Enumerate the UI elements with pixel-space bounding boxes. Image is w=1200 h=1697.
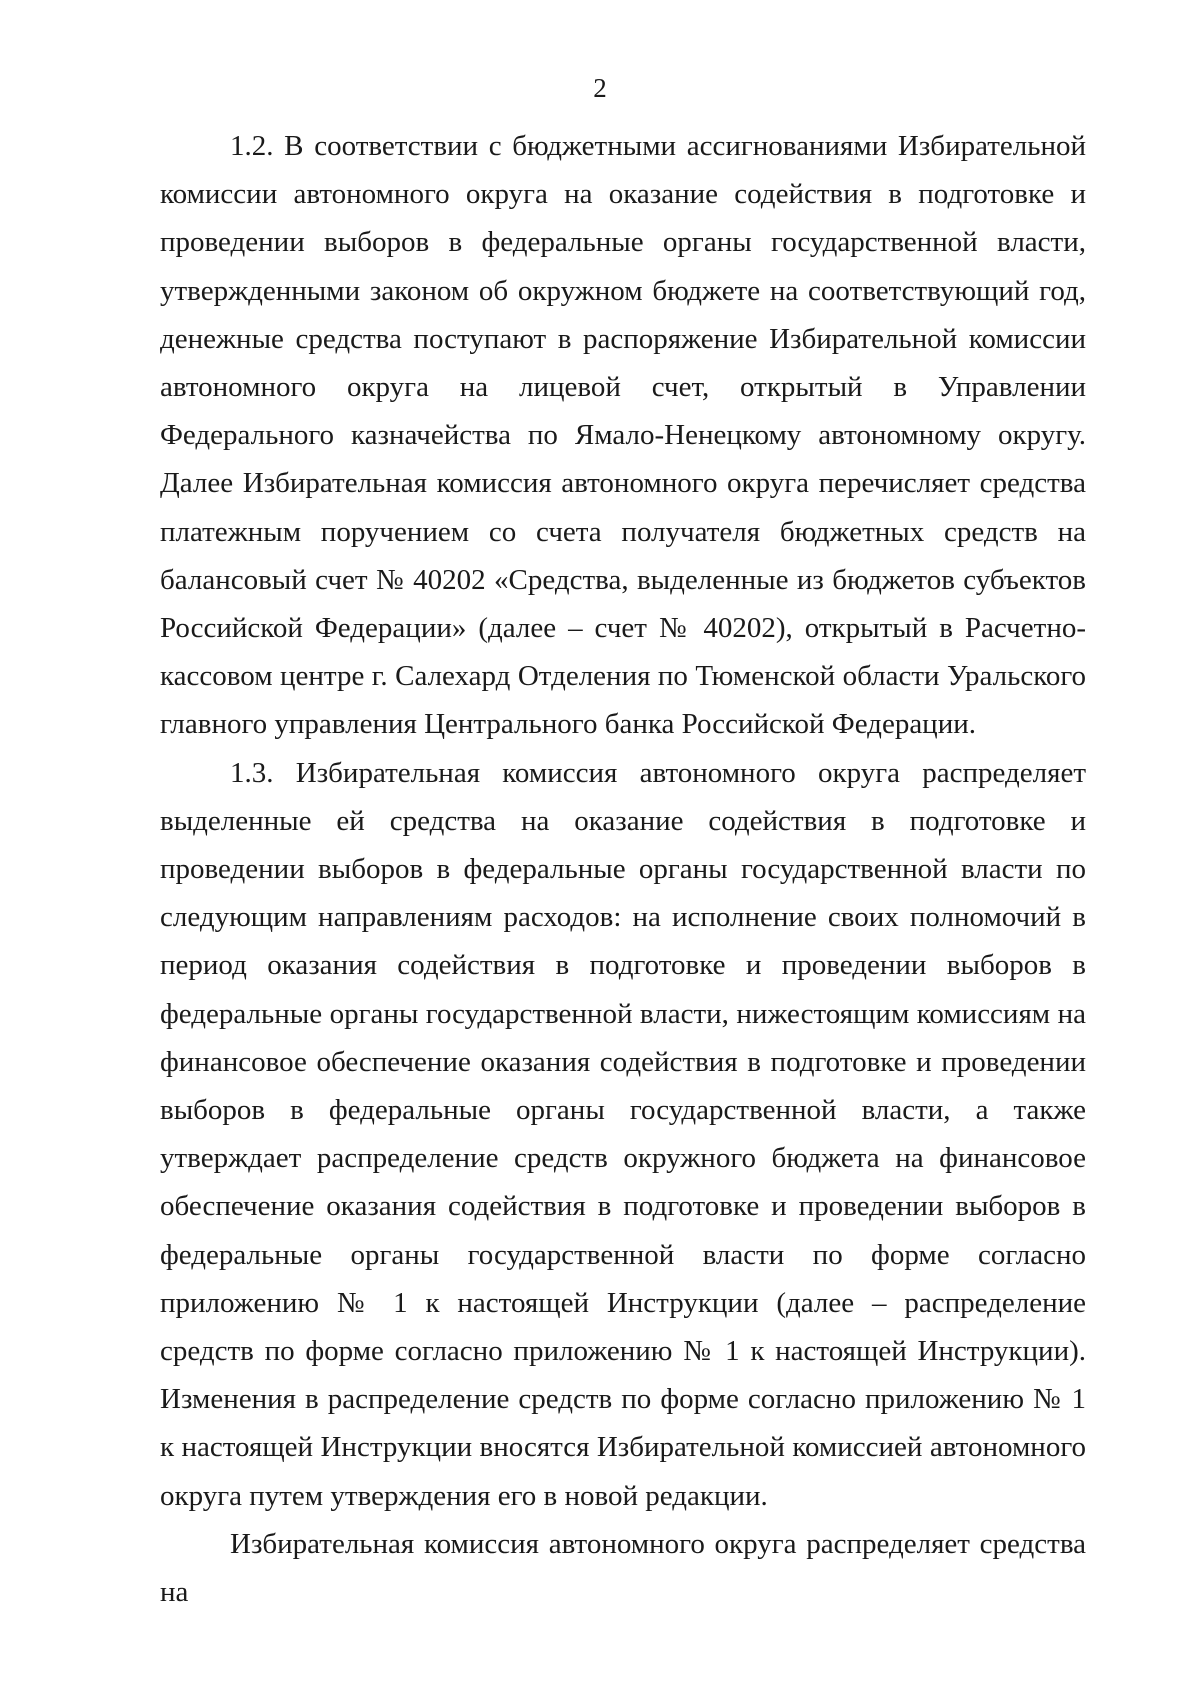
paragraph-1-3: 1.3. Избирательная комиссия автономного округа распределяет выделенные ей средства на оказание содействия в подготовке и проведении выборов в федеральные органы государственной власти по следующим направлениям расходов: на исполнение своих полномочий в период оказания содействия в подготовке и проведении выборов в федеральные органы государственной власти, нижестоящим комиссиям на финансовое обеспечение оказания содействия в подготовке и проведении выборов в федеральные органы государственной власти, а также утверждает распределение средств окружного бюджета на финансовое обеспечение оказания содействия в подготовке и проведении выборов в федеральные органы государственной власти по форме согласно приложению № 1 к настоящей Инструкции (далее – распределение средств по форме согласно приложению № 1 к настоящей Инструкции). Изменения в распределение средств по форме согласно приложению № 1 к настоящей Инструкции вносятся Избирательной комиссией автономного округа путем утверждения его в новой редакции. [160, 756, 1086, 1512]
paragraph-continuation: Избирательная комиссия автономного округа распределяет средства на [160, 1527, 1086, 1609]
paragraph-1-2: 1.2. В соответствии с бюджетными ассигнованиями Избирательной комиссии автономного округа на оказание содействия в подготовке и проведении выборов в федеральные органы государственной власти, утвержденными законом об окружном бюджете на соответствующий год, денежные средства поступают в распоряжение Избирательной комиссии автономного округа на лицевой счет, открытый в Управлении Федерального казначейства по Ямало-Ненецкому автономному округу. Далее Избирательная комиссия автономного округа перечисляет средства платежным поручением со счета получателя бюджетных средств на балансовый счет № 40202 «Средства, выделенные из бюджетов субъектов Российской Федерации» (далее – счет № 40202), открытый в Расчетно-кассовом центре г. Салехард Отделения по Тюменской области Уральского главного управления Центрального банка Российской Федерации. [160, 130, 1086, 741]
document-body [160, 122, 1086, 1616]
page-number: 2 [593, 73, 607, 103]
